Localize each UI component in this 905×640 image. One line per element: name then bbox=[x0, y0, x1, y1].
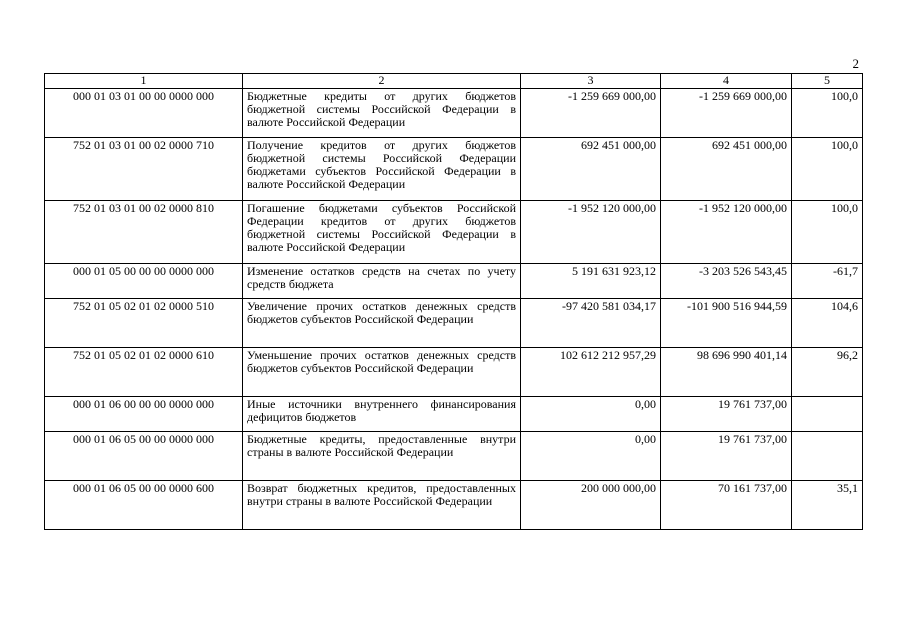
row-code-cell: 000 01 03 01 00 00 0000 000 bbox=[45, 89, 243, 138]
row-plan-cell: -1 952 120 000,00 bbox=[521, 201, 661, 264]
row-percent-cell: 100,0 bbox=[792, 201, 863, 264]
row-fact-cell: -101 900 516 944,59 bbox=[661, 299, 792, 348]
row-plan-cell: 692 451 000,00 bbox=[521, 138, 661, 201]
row-name-cell: Бюджетные кредиты, предоставленные внутри страны в валюте Российской Федерации bbox=[243, 432, 521, 481]
row-code-cell: 000 01 06 05 00 00 0000 600 bbox=[45, 481, 243, 530]
row-percent-cell: 96,2 bbox=[792, 348, 863, 397]
row-name-cell: Увеличение прочих остатков денежных средств бюджетов субъектов Российской Федерации bbox=[243, 299, 521, 348]
column-header: 5 bbox=[792, 74, 863, 89]
row-plan-cell: 0,00 bbox=[521, 432, 661, 481]
row-fact-cell: 19 761 737,00 bbox=[661, 397, 792, 432]
column-header: 3 bbox=[521, 74, 661, 89]
row-code-cell: 752 01 05 02 01 02 0000 510 bbox=[45, 299, 243, 348]
table-row bbox=[45, 89, 863, 138]
row-percent-cell: -61,7 bbox=[792, 264, 863, 299]
budget-sources-table bbox=[44, 73, 863, 530]
row-percent-cell bbox=[792, 397, 863, 432]
row-fact-cell: -1 259 669 000,00 bbox=[661, 89, 792, 138]
table-row bbox=[45, 264, 863, 299]
row-name-cell: Иные источники внутреннего финансирования дефицитов бюджетов bbox=[243, 397, 521, 432]
row-percent-cell: 100,0 bbox=[792, 138, 863, 201]
table-row bbox=[45, 299, 863, 348]
row-plan-cell: 102 612 212 957,29 bbox=[521, 348, 661, 397]
table-row bbox=[45, 397, 863, 432]
row-name-cell: Бюджетные кредиты от других бюджетов бюджетной системы Российской Федерации в валюте Российской Федерации bbox=[243, 89, 521, 138]
row-percent-cell bbox=[792, 432, 863, 481]
row-name-cell: Погашение бюджетами субъектов Российской Федерации кредитов от других бюджетов бюджетной системы Российской Федерации в валюте Российской Федерации bbox=[243, 201, 521, 264]
row-fact-cell: 692 451 000,00 bbox=[661, 138, 792, 201]
column-header: 1 bbox=[45, 74, 243, 89]
row-plan-cell: -1 259 669 000,00 bbox=[521, 89, 661, 138]
row-fact-cell: 19 761 737,00 bbox=[661, 432, 792, 481]
table-header-row bbox=[45, 74, 863, 89]
table-row bbox=[45, 432, 863, 481]
row-code-cell: 000 01 06 00 00 00 0000 000 bbox=[45, 397, 243, 432]
row-percent-cell: 104,6 bbox=[792, 299, 863, 348]
column-header: 2 bbox=[243, 74, 521, 89]
row-plan-cell: 200 000 000,00 bbox=[521, 481, 661, 530]
table-row bbox=[45, 481, 863, 530]
row-code-cell: 752 01 05 02 01 02 0000 610 bbox=[45, 348, 243, 397]
row-name-cell: Возврат бюджетных кредитов, предоставленных внутри страны в валюте Российской Федерации bbox=[243, 481, 521, 530]
row-fact-cell: -3 203 526 543,45 bbox=[661, 264, 792, 299]
row-name-cell: Получение кредитов от других бюджетов бюджетной системы Российской Федерации бюджетами субъектов Российской Федерации в валюте Российской Федерации bbox=[243, 138, 521, 201]
row-fact-cell: -1 952 120 000,00 bbox=[661, 201, 792, 264]
table-row bbox=[45, 138, 863, 201]
row-percent-cell: 100,0 bbox=[792, 89, 863, 138]
table-row bbox=[45, 201, 863, 264]
row-code-cell: 752 01 03 01 00 02 0000 710 bbox=[45, 138, 243, 201]
row-plan-cell: -97 420 581 034,17 bbox=[521, 299, 661, 348]
row-fact-cell: 98 696 990 401,14 bbox=[661, 348, 792, 397]
row-plan-cell: 5 191 631 923,12 bbox=[521, 264, 661, 299]
row-percent-cell: 35,1 bbox=[792, 481, 863, 530]
row-name-cell: Изменение остатков средств на счетах по учету средств бюджета bbox=[243, 264, 521, 299]
table-row bbox=[45, 348, 863, 397]
row-code-cell: 000 01 06 05 00 00 0000 000 bbox=[45, 432, 243, 481]
page-number: 2 bbox=[852, 56, 859, 71]
row-code-cell: 752 01 03 01 00 02 0000 810 bbox=[45, 201, 243, 264]
row-name-cell: Уменьшение прочих остатков денежных средств бюджетов субъектов Российской Федерации bbox=[243, 348, 521, 397]
column-header: 4 bbox=[661, 74, 792, 89]
row-code-cell: 000 01 05 00 00 00 0000 000 bbox=[45, 264, 243, 299]
row-fact-cell: 70 161 737,00 bbox=[661, 481, 792, 530]
row-plan-cell: 0,00 bbox=[521, 397, 661, 432]
